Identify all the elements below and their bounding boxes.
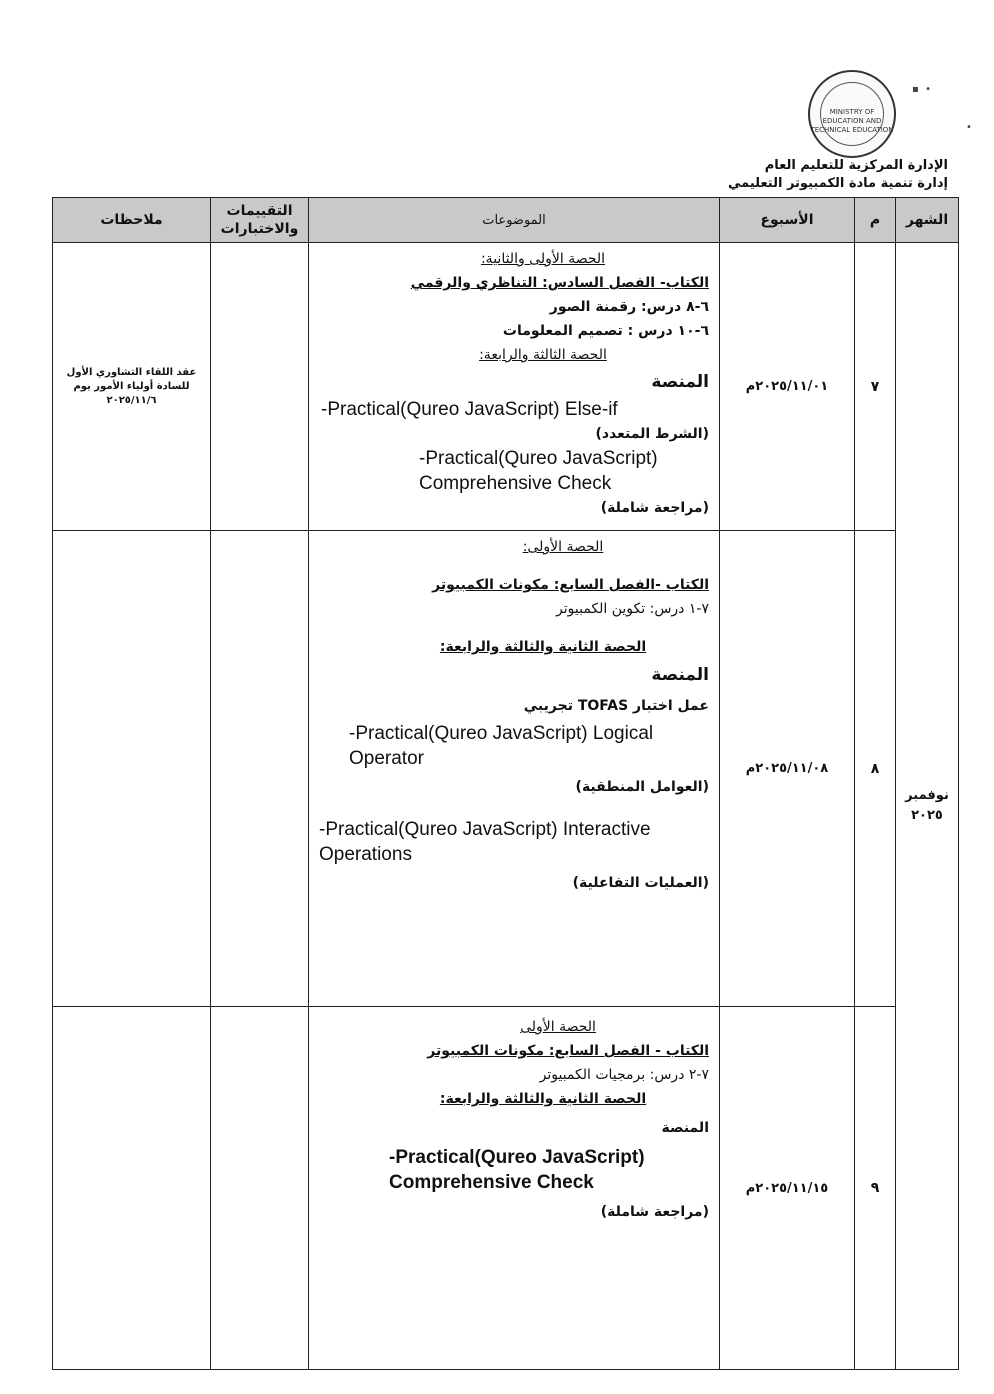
month-name: نوفمبر xyxy=(905,788,949,803)
topics-cell xyxy=(309,1007,720,1370)
practical-arabic: (العمليات التفاعلية) xyxy=(572,875,709,891)
lesson-line: ٧-٢ درس: برمجيات الكمبيوتر xyxy=(539,1067,709,1083)
book-chapter: الكتاب -الفصل السابع: مكونات الكمبيوتر xyxy=(432,577,709,593)
period-heading: الحصة الأولى والثانية: xyxy=(480,251,606,267)
notes-cell xyxy=(53,243,211,531)
col-header-assessments-line2: والاختبارات xyxy=(220,221,299,237)
week-date: ٢٠٢٥/١١/٠٨م xyxy=(720,531,855,1007)
period-heading: الحصة الثالثة والرابعة: xyxy=(479,347,607,363)
lesson-line: ٧-١ درس: تكوين الكمبيوتر xyxy=(556,601,709,617)
lesson-line: ٦-٨ درس: رقمنة الصور xyxy=(549,299,709,315)
scan-mark-icon: • xyxy=(966,122,972,133)
col-header-week: الأسبوع xyxy=(720,198,855,243)
note-line: عقد اللقاء التشاوري الأول xyxy=(66,366,197,378)
platform-label: المنصة xyxy=(651,665,709,685)
note-line: ٢٠٢٥/١١/٦ xyxy=(106,394,157,406)
week-date: ٢٠٢٥/١١/١٥م xyxy=(720,1007,855,1370)
period-heading: الحصة الثانية والثالثة والرابعة: xyxy=(439,1091,647,1107)
book-chapter: الكتاب - الفصل السابع: مكونات الكمبيوتر xyxy=(427,1043,709,1059)
practical-item: -Practical(Qureo JavaScript) Comprehensive Check xyxy=(389,1147,645,1193)
platform-label: المنصة xyxy=(651,372,709,392)
platform-label: المنصة xyxy=(661,1120,709,1136)
col-header-month: الشهر xyxy=(896,198,959,243)
table-row xyxy=(53,531,959,1007)
notes-cell xyxy=(53,1007,211,1370)
month-year: ٢٠٢٥ xyxy=(911,808,943,823)
period-heading: الحصة الأولى xyxy=(520,1019,596,1035)
seal-text: MINISTRY OF EDUCATION AND TECHNICAL EDUCATION xyxy=(810,108,894,134)
assessments-cell xyxy=(211,531,309,1007)
table-row xyxy=(53,243,959,531)
table-row xyxy=(53,1007,959,1370)
note-line: للسادة أولياء الأمور يوم xyxy=(73,380,190,392)
month-cell xyxy=(896,243,959,1370)
practical-arabic: (مراجعة شاملة) xyxy=(600,1204,709,1220)
week-number: ٨ xyxy=(855,531,896,1007)
org-line-1: الإدارة المركزية للتعليم العام xyxy=(764,158,948,173)
week-number: ٧ xyxy=(855,243,896,531)
col-header-assessments xyxy=(211,198,309,243)
tofas-line: عمل اختبار TOFAS تجريبي xyxy=(523,698,709,714)
period-heading: الحصة الثانية والثالثة والرابعة: xyxy=(439,639,647,655)
table-header-row xyxy=(53,198,959,243)
practical-item: -Practical(Qureo JavaScript) Logical Operator xyxy=(349,723,654,769)
topics-cell xyxy=(309,243,720,531)
col-header-topics: الموضوعات xyxy=(309,198,720,243)
scan-mark-icon: ▪ • xyxy=(912,84,932,95)
week-date: ٢٠٢٥/١١/٠١م xyxy=(720,243,855,531)
practical-arabic: (العوامل المنطقية) xyxy=(575,779,709,795)
lesson-line: ٦-١٠ درس : تصميم المعلومات xyxy=(502,323,709,339)
practical-item: -Practical(Qureo JavaScript) Interactive Operations xyxy=(319,819,651,865)
week-number: ٩ xyxy=(855,1007,896,1370)
period-heading: الحصة الأولى: xyxy=(522,539,604,555)
practical-item: -Practical(Qureo JavaScript) Else-if xyxy=(321,399,618,420)
assessments-cell xyxy=(211,243,309,531)
ministry-seal-icon xyxy=(808,70,896,158)
assessments-cell xyxy=(211,1007,309,1370)
practical-item: -Practical(Qureo JavaScript) Comprehensive Check xyxy=(419,448,658,494)
practical-arabic: (مراجعة شاملة) xyxy=(600,500,709,516)
col-header-number: م xyxy=(855,198,896,243)
practical-arabic: (الشرط المتعدد) xyxy=(595,426,709,442)
col-header-assessments-line1: التقييمات xyxy=(226,203,293,219)
org-line-2: إدارة تنمية مادة الكمبيوتر التعليمي xyxy=(727,176,948,191)
book-chapter: الكتاب- الفصل السادس: التناظري والرقمي xyxy=(410,275,709,291)
col-header-notes: ملاحظات xyxy=(53,198,211,243)
lesson-plan-table xyxy=(52,197,959,1370)
notes-cell xyxy=(53,531,211,1007)
topics-cell xyxy=(309,531,720,1007)
